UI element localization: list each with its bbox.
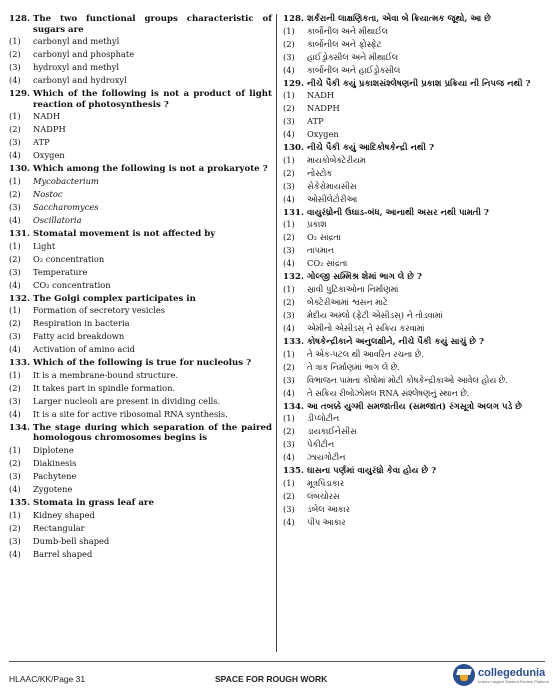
option-number: (1)	[283, 477, 295, 488]
question-head	[9, 89, 272, 110]
option-number: (4)	[283, 193, 295, 204]
option-item	[283, 244, 545, 257]
option-item	[283, 322, 545, 335]
option-text: તે એક-પટલ થી આવરિત રચના છે.	[307, 348, 424, 359]
question-number: 128.	[9, 14, 30, 24]
option-text: હાઈડ્રોક્સીલ અને મીથાઈલ	[307, 51, 399, 62]
option-number: (1)	[9, 240, 21, 251]
option-number: (3)	[9, 395, 21, 406]
option-number: (3)	[283, 503, 295, 514]
option-text: તાપમાન	[307, 245, 334, 256]
option-text: મેદીય અમ્લો (ફેટી એસીડસ્) ને તોડવામાં	[307, 309, 443, 320]
option-text: મૂત્રપિંડાકાર	[307, 477, 344, 488]
collegedunia-logo	[453, 664, 549, 686]
option-number: (4)	[9, 150, 21, 161]
option-item	[9, 188, 272, 201]
option-number: (1)	[283, 219, 295, 230]
option-text: પીપ આકાર	[307, 516, 346, 527]
question-number: 130.	[283, 143, 304, 154]
question-head	[283, 143, 545, 154]
option-text: Rectangular	[33, 522, 85, 533]
option-item	[283, 257, 545, 270]
option-number: (4)	[9, 483, 21, 494]
option-number: (1)	[283, 348, 295, 359]
option-text: Mycobacterium	[33, 175, 99, 186]
option-number: (2)	[283, 167, 295, 178]
option-item	[9, 279, 272, 292]
question-right-2	[283, 143, 545, 206]
option-number: (1)	[9, 175, 21, 186]
option-text: Dumb-bell shaped	[33, 535, 110, 546]
option-number: (1)	[283, 283, 295, 294]
option-text: Fatty acid breakdown	[33, 331, 125, 342]
option-number: (2)	[283, 426, 295, 437]
option-text: Zygotene	[33, 483, 73, 494]
question-number: 135.	[9, 497, 30, 508]
option-text: It is a site for active ribosomal RNA synthesis.	[33, 408, 228, 419]
option-number: (2)	[9, 124, 21, 135]
option-item	[283, 25, 545, 38]
option-text: Respiration in bacteria	[33, 318, 130, 329]
question-head	[283, 272, 545, 283]
question-text: The two functional groups characteristic of sugars are	[33, 14, 272, 35]
option-text: NADH	[33, 111, 61, 122]
question-left-1	[9, 89, 272, 162]
rough-work-label: SPACE FOR ROUGH WORK	[215, 674, 328, 684]
option-text: ઝાયગોટીન	[307, 452, 346, 463]
option-item	[283, 283, 545, 296]
question-text: વાયુરંધ્રોની ઉઘાડ-બંધ, આનાથી અસર નથી પામતી ?	[307, 207, 489, 218]
question-number: 129.	[283, 78, 304, 89]
option-text: CO₂ સાંદ્રતા	[307, 258, 348, 269]
option-number: (4)	[283, 322, 295, 333]
option-item	[283, 477, 545, 490]
option-text: Oxygen	[307, 129, 339, 140]
option-text: સેકેરોમાયસીસ	[307, 180, 357, 191]
gujarati-column	[283, 14, 545, 529]
question-left-4	[9, 294, 272, 357]
option-number: (4)	[9, 408, 21, 419]
question-number: 134.	[9, 422, 30, 433]
question-text: Which among the following is not a prokaryote ?	[33, 164, 268, 175]
option-number: (2)	[283, 490, 295, 501]
logo-tagline: India's Largest Student Review Platform	[478, 678, 550, 684]
option-item	[9, 240, 272, 253]
option-text: CO₂ concentration	[33, 279, 111, 290]
option-number: (3)	[283, 180, 295, 191]
option-item	[9, 457, 272, 470]
question-text: ઘાસના પર્ણમાં વાયુરંધ્રો કેવા હોય છે ?	[307, 466, 437, 477]
option-text: વિભાજન પામતા કોષોમાં મોટી કોષકેન્દ્રીકાઓ આવેલ હોય છે.	[307, 374, 508, 385]
option-item	[9, 470, 272, 483]
question-text: Stomatal movement is not affected by	[33, 228, 216, 239]
option-text: NADPH	[33, 124, 66, 135]
option-item	[283, 425, 545, 438]
option-text: કાર્બોનીલ અને મીથાઈલ	[307, 25, 388, 36]
option-number: (3)	[9, 266, 21, 277]
option-number: (3)	[9, 201, 21, 212]
question-right-7	[283, 466, 545, 529]
option-number: (1)	[9, 111, 21, 122]
option-number: (4)	[283, 452, 295, 463]
option-number: (2)	[9, 457, 21, 468]
question-text: The stage during which separation of the paired homologous chromosomes begins is	[33, 422, 272, 444]
option-item	[283, 451, 545, 464]
option-item	[9, 74, 272, 87]
option-text: O₂ concentration	[33, 253, 105, 264]
question-left-7	[9, 498, 272, 561]
option-number: (4)	[9, 75, 21, 86]
option-text: Activation of amino acid	[33, 344, 135, 355]
question-head	[283, 208, 545, 219]
option-number: (4)	[283, 258, 295, 269]
option-text: NADH	[307, 90, 335, 101]
option-text: એમીનો એસીડસ્ ને સક્રિય કરવામાં	[307, 322, 425, 333]
option-item	[283, 309, 545, 322]
question-left-5	[9, 358, 272, 421]
option-item	[9, 444, 272, 457]
question-head	[9, 294, 272, 305]
option-item	[9, 343, 272, 356]
question-right-0	[283, 14, 545, 77]
option-item	[9, 548, 272, 561]
question-right-5	[283, 337, 545, 400]
option-item	[283, 516, 545, 529]
option-number: (3)	[9, 62, 21, 73]
option-item	[9, 253, 272, 266]
question-right-1	[283, 79, 545, 142]
option-number: (2)	[283, 103, 295, 114]
option-item	[9, 110, 272, 123]
option-item	[283, 503, 545, 516]
option-number: (3)	[9, 137, 21, 148]
option-number: (4)	[283, 516, 295, 527]
option-number: (2)	[283, 296, 295, 307]
question-head	[9, 498, 272, 509]
option-item	[283, 89, 545, 102]
option-text: Barrel shaped	[33, 548, 93, 559]
option-number: (2)	[283, 38, 295, 49]
option-text: It is a membrane-bound structure.	[33, 369, 178, 380]
option-text: Larger nucleoli are present in dividing cells.	[33, 395, 221, 406]
option-item	[283, 38, 545, 51]
option-text: Oscillatoria	[33, 214, 82, 225]
option-number: (3)	[283, 374, 295, 385]
option-number: (3)	[9, 535, 21, 546]
question-right-4	[283, 272, 545, 335]
option-text: ડીપ્લોટીન	[307, 413, 340, 424]
option-number: (2)	[283, 361, 295, 372]
option-text: તે ત્રાક નિર્માણમાં ભાગ લે છે.	[307, 361, 400, 372]
option-item	[283, 387, 545, 400]
question-text: નીચે પૈકી કયું આદિકોષકેન્દ્રી નથી ?	[307, 143, 434, 154]
column-divider	[276, 14, 277, 652]
option-item	[9, 48, 272, 61]
question-head	[9, 164, 272, 175]
option-number: (2)	[283, 232, 295, 243]
question-number: 134.	[283, 401, 304, 412]
option-number: (1)	[283, 25, 295, 36]
question-left-3	[9, 229, 272, 292]
option-text: પ્રકાશ	[307, 219, 327, 230]
option-text: ડંબેલ આકાર	[307, 503, 350, 514]
option-number: (3)	[283, 439, 295, 450]
option-number: (1)	[283, 90, 295, 101]
question-left-6	[9, 423, 272, 496]
question-head	[9, 229, 272, 240]
option-number: (3)	[283, 51, 295, 62]
option-number: (1)	[9, 509, 21, 520]
question-number: 131.	[283, 207, 304, 218]
footer-rule	[9, 661, 545, 662]
option-item	[283, 438, 545, 451]
option-item	[283, 154, 545, 167]
option-number: (1)	[283, 413, 295, 424]
option-text: Light	[33, 240, 56, 251]
option-item	[9, 369, 272, 382]
option-text: કાર્બોનીલ અને ફોસ્ફેટ	[307, 38, 382, 49]
option-number: (1)	[9, 36, 21, 47]
option-text: ATP	[33, 137, 50, 148]
option-number: (4)	[283, 129, 295, 140]
option-text: It takes part in spindle formation.	[33, 382, 176, 393]
option-item	[9, 214, 272, 227]
option-number: (1)	[9, 444, 21, 455]
option-item	[9, 266, 272, 279]
question-number: 128.	[283, 14, 304, 24]
question-text: કોષકેન્દ્રીકાને અનુલક્ષીને, નીચે પૈકી કયું સાચું છે ?	[307, 336, 485, 347]
option-text: hydroxyl and methyl	[33, 62, 119, 73]
option-text: carbonyl and hydroxyl	[33, 75, 127, 86]
option-item	[9, 509, 272, 522]
option-item	[9, 408, 272, 421]
question-number: 133.	[9, 358, 30, 369]
option-number: (3)	[9, 331, 21, 342]
option-text: Formation of secretory vesicles	[33, 305, 166, 316]
option-item	[9, 35, 272, 48]
option-text: Kidney shaped	[33, 509, 95, 520]
option-number: (2)	[9, 382, 21, 393]
option-text: carbonyl and phosphate	[33, 49, 135, 60]
question-number: 135.	[283, 466, 304, 477]
option-number: (1)	[283, 154, 295, 165]
option-number: (3)	[283, 309, 295, 320]
question-text: નીચે પૈકી કયું પ્રકાશસંશ્લેષણની પ્રકાશ પ્રક્રિયા ની નિપજ નથી ?	[307, 78, 531, 89]
option-item	[283, 296, 545, 309]
option-number: (2)	[9, 318, 21, 329]
question-text: ગોલ્જી સમ્મિશ્ર શેમાં ભાગ લે છે ?	[307, 272, 422, 283]
option-item	[9, 201, 272, 214]
question-text: Stomata in grass leaf are	[33, 497, 154, 508]
option-item	[283, 218, 545, 231]
option-text: કાર્બોનીલ અને હાઈડ્રોક્સીલ	[307, 64, 401, 75]
option-text: સ્રાવી પુટિકાઓના નિર્માણમાં	[307, 283, 399, 294]
english-column	[9, 14, 272, 561]
option-number: (3)	[283, 116, 295, 127]
option-text: Diplotene	[33, 444, 74, 455]
question-number: 133.	[283, 336, 304, 347]
option-item	[283, 490, 545, 503]
option-number: (4)	[283, 64, 295, 75]
option-number: (2)	[9, 49, 21, 60]
option-item	[283, 167, 545, 180]
option-item	[283, 180, 545, 193]
question-number: 132.	[283, 272, 304, 283]
page-footer	[0, 660, 553, 693]
option-item	[9, 61, 272, 74]
option-item	[283, 374, 545, 387]
option-number: (4)	[9, 214, 21, 225]
option-text: લંબચોરસ	[307, 490, 340, 501]
question-right-6	[283, 402, 545, 465]
option-item	[283, 102, 545, 115]
option-text: Saccharomyces	[33, 201, 99, 212]
option-text: carbonyl and methyl	[33, 36, 120, 47]
option-number: (4)	[9, 344, 21, 355]
question-head	[283, 402, 545, 413]
option-text: Nostoc	[33, 188, 63, 199]
option-text: નોસ્ટોક	[307, 167, 333, 178]
option-number: (3)	[9, 470, 21, 481]
option-text: બેક્ટેરીઆમાં શ્વસન માટે	[307, 296, 388, 307]
page-code: HLAAC/KK/Page 31	[9, 674, 86, 684]
option-number: (2)	[9, 522, 21, 533]
option-item	[9, 123, 272, 136]
logo-name: collegedunia	[478, 666, 546, 679]
question-head	[9, 423, 272, 444]
option-item	[283, 361, 545, 374]
option-item	[283, 412, 545, 425]
option-item	[9, 395, 272, 408]
option-item	[9, 175, 272, 188]
option-item	[9, 330, 272, 343]
question-text: Which of the following is true for nucleolus ?	[33, 358, 252, 369]
option-text: ATP	[307, 116, 324, 127]
option-text: Temperature	[33, 266, 88, 277]
option-item	[283, 193, 545, 206]
option-item	[283, 128, 545, 141]
option-item	[9, 136, 272, 149]
option-text: ઓસીલેટોરીઆ	[307, 193, 358, 204]
question-text: આ તબક્કે યુગ્મી સમજાતીય (સમજાત) રંગસૂત્રો અલગ પડે છે	[307, 401, 522, 412]
option-item	[283, 64, 545, 77]
option-text: Diakinesis	[33, 457, 77, 468]
option-item	[9, 149, 272, 162]
option-item	[283, 51, 545, 64]
option-item	[9, 483, 272, 496]
option-item	[283, 231, 545, 244]
option-number: (2)	[9, 253, 21, 264]
option-text: માયકોબેક્ટેરીયમ	[307, 154, 366, 165]
option-text: Pachytene	[33, 470, 77, 481]
option-text: ડાયકાઈનેસીસ	[307, 426, 357, 437]
question-head	[283, 466, 545, 477]
option-text: Oxygen	[33, 150, 65, 161]
option-item	[283, 348, 545, 361]
graduation-cap-icon	[453, 664, 475, 686]
option-item	[9, 304, 272, 317]
question-head	[283, 79, 545, 90]
question-head	[283, 337, 545, 348]
question-number: 131.	[9, 228, 30, 239]
option-item	[9, 317, 272, 330]
question-left-0	[9, 14, 272, 87]
question-text: The Golgi complex participates in	[33, 293, 196, 304]
option-number: (4)	[9, 279, 21, 290]
option-number: (4)	[9, 548, 21, 559]
option-number: (2)	[9, 188, 21, 199]
question-number: 132.	[9, 293, 30, 304]
question-right-3	[283, 208, 545, 271]
option-number: (1)	[9, 305, 21, 316]
question-head	[283, 14, 545, 25]
option-text: પેકીટીન	[307, 439, 334, 450]
option-text: O₂ સાંદ્રતા	[307, 232, 341, 243]
option-number: (3)	[283, 245, 295, 256]
question-left-2	[9, 164, 272, 227]
question-head	[9, 14, 272, 35]
question-number: 130.	[9, 164, 30, 175]
question-text: Which of the following is not a product of light reaction of photosynthesis ?	[33, 89, 272, 110]
option-item	[283, 115, 545, 128]
option-item	[9, 382, 272, 395]
option-text: તે સક્રિય રીબોઝોમલ RNA સંશ્લેષણનું સ્થાન છે.	[307, 387, 470, 398]
question-text: શર્કરાની લાક્ષણિકતા, એવા બે ક્રિયાત્મક જૂથો, આ છે	[307, 14, 491, 24]
question-number: 129.	[9, 89, 30, 100]
option-item	[9, 522, 272, 535]
option-item	[9, 535, 272, 548]
option-number: (4)	[283, 387, 295, 398]
question-head	[9, 358, 272, 369]
option-number: (1)	[9, 369, 21, 380]
option-text: NADPH	[307, 103, 340, 114]
